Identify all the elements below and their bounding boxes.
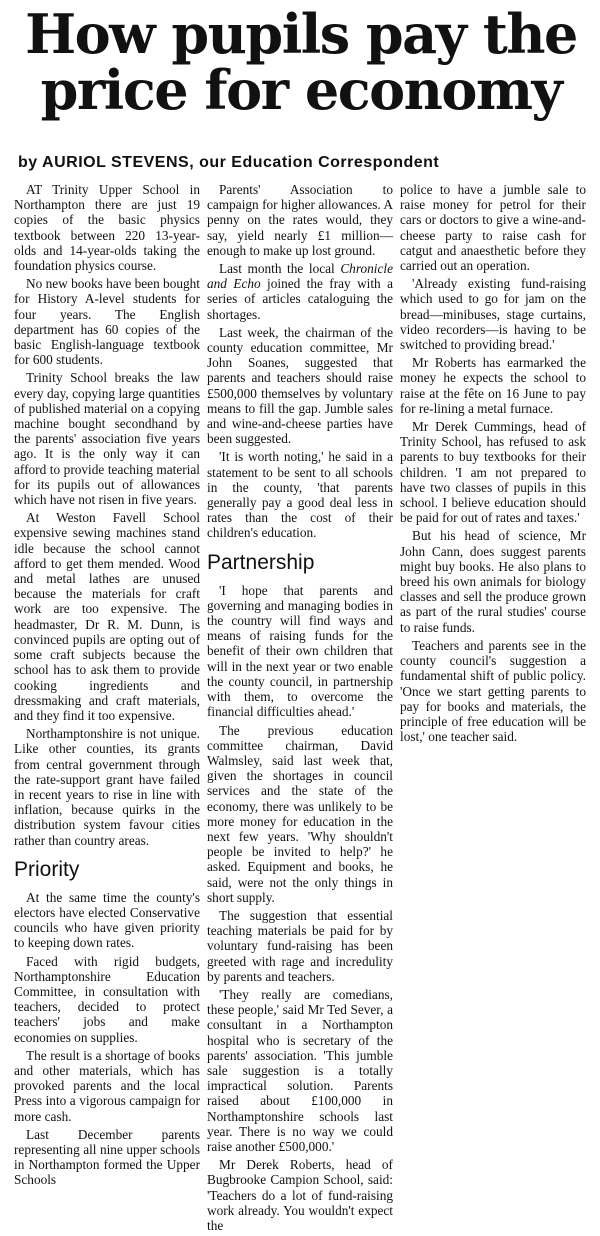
paragraph: 'They really are comedians, these people,' said Mr Ted Sever, a consultant in a Northampton hospital who is secretary of the parents' association. 'This jumble sale suggestion is a totally impractical solution. Parents raised about £100,000 in Northamptonshire schools last year. There is no way we could raise another £500,000.': [207, 986, 393, 1154]
article-column-3: [400, 182, 586, 747]
headline-line-1: How pupils pay the: [25, 2, 577, 66]
paragraph: AT Trinity Upper School in Northampton there are just 19 copies of the basic physics textbook between 220 13-year-olds and 14-year-olds taking the foundation physics course.: [14, 182, 200, 274]
paragraph: 'Already existing fund-raising which used to go for jam on the bread—minibuses, stage curtains, video recorders—is having to be switched to providing bread.': [400, 276, 586, 353]
paragraph: police to have a jumble sale to raise money for petrol for their cars or doctors to give a wine-and-cheese party to raise cash for catgut and anaesthetic before they carried out an operation.: [400, 182, 586, 274]
paragraph: The previous education committee chairman, David Walmsley, said last week that, given the shortages in council services and the state of the economy, there was unlikely to be more money for education in the next few years. 'Why shouldn't people be invited to help?' he asked. Equipment and books, he said, were not the only things in short supply.: [207, 722, 393, 905]
paragraph: [207, 261, 393, 322]
paragraph: 'It is worth noting,' he said in a statement to be sent to all schools in the county, 'that parents generally pay a good deal less in rates than the cost of their children's education.: [207, 449, 393, 541]
text-run: Last month the local: [219, 261, 341, 277]
paragraph: But his head of science, Mr John Cann, does suggest parents might buy books. He also plans to breed his own animals for biology classes and sell the produce grown as part of the rural studies' course to raise funds.: [400, 528, 586, 635]
paragraph: 'I hope that parents and governing and managing bodies in the country will find ways and means of raising funds for the benefit of their own children that will in the next year or two enable the county council, in partnership with them, to overcome the financial difficulties ahead.': [207, 582, 393, 720]
subhead-priority: Priority: [14, 857, 80, 881]
headline: [6, 2, 596, 122]
paragraph: Teachers and parents see in the county council's suggestion a fundamental shift of public policy. 'Once we start getting parents to pay for books and materials, the principle of free education will be lost,' one teacher said.: [400, 637, 586, 745]
paragraph: At the same time the county's electors have elected Conservative councils who have given priority to keeping down rates.: [14, 889, 200, 951]
paragraph: The result is a shortage of books and other materials, which has provoked parents and the local Press into a vigorous campaign for more cash.: [14, 1047, 200, 1124]
headline-line-2: price for economy: [40, 58, 562, 122]
paragraph: Mr Roberts has earmarked the money he expects the school to raise at the fête on 16 June to pay for re-lining a metal furnace.: [400, 355, 586, 416]
article-column-1: [14, 182, 200, 1191]
paragraph: Last week, the chairman of the county education committee, Mr John Soanes, suggested that parents and teachers should raise £500,000 themselves by voluntary means to fill the gap. Jumble sales and wine-and-cheese parties have been suggested.: [207, 324, 393, 447]
paragraph: Trinity School breaks the law every day, copying large quantities of published material on a copying machine bought secondhand by the parents' association five years ago. It is the only way it can afford to provide teaching material for its pupils out of allowances which have not risen in five years.: [14, 370, 200, 508]
paragraph: No new books have been bought for History A-level students for four years. The English department has 60 copies of the basic English-language textbook for 600 students.: [14, 276, 200, 368]
paragraph: Northamptonshire is not unique. Like other counties, its grants from central government through the rate-support grant have failed in recent years to rise in line with inflation, because quirks in the distribution system favour cities rather than country areas.: [14, 726, 200, 848]
newspaper-title: Chronicle and Echo: [207, 261, 393, 292]
paragraph: The suggestion that essential teaching materials be paid for by voluntary fund-raising has been greeted with rage and incredulity by parents and teachers.: [207, 907, 393, 984]
paragraph: Last December parents representing all nine upper schools in Northampton formed the Upper Schools: [14, 1126, 200, 1188]
byline: by AURIOL STEVENS, our Education Correspondent: [18, 154, 440, 171]
subhead-partnership: Partnership: [207, 550, 315, 574]
article-column-2: [207, 182, 393, 1236]
paragraph: Parents' Association to campaign for higher allowances. A penny on the rates would, they say, yield nearly £1 million—enough to make up lost ground.: [207, 182, 393, 258]
paragraph: Mr Derek Cummings, head of Trinity School, has refused to ask parents to buy textbooks for their children. 'I am not prepared to have two classes of pupils in this school. I believe education should be paid for out of rates and taxes.': [400, 419, 586, 526]
paragraph: Faced with rigid budgets, Northamptonshire Education Committee, in consultation with teachers, decided to protect teachers' jobs and make economies on supplies.: [14, 953, 200, 1045]
paragraph: Mr Derek Roberts, head of Bugbrooke Campion School, said: 'Teachers do a lot of fund-raising work already. You wouldn't expect the: [207, 1157, 393, 1233]
paragraph: At Weston Favell School expensive sewing machines stand idle because the school cannot afford to get them mended. Wood and metal lathes are unused because the materials for craft work are too expensive. The headmaster, Dr R. M. Dunn, is convinced pupils are opting out of some craft subjects because the school has to ask them to provide cooking ingredients and dressmaking and craft materials, and they find it too expensive.: [14, 510, 200, 723]
text-run: joined the fray with a series of articles cataloguing the shortages.: [207, 276, 393, 322]
